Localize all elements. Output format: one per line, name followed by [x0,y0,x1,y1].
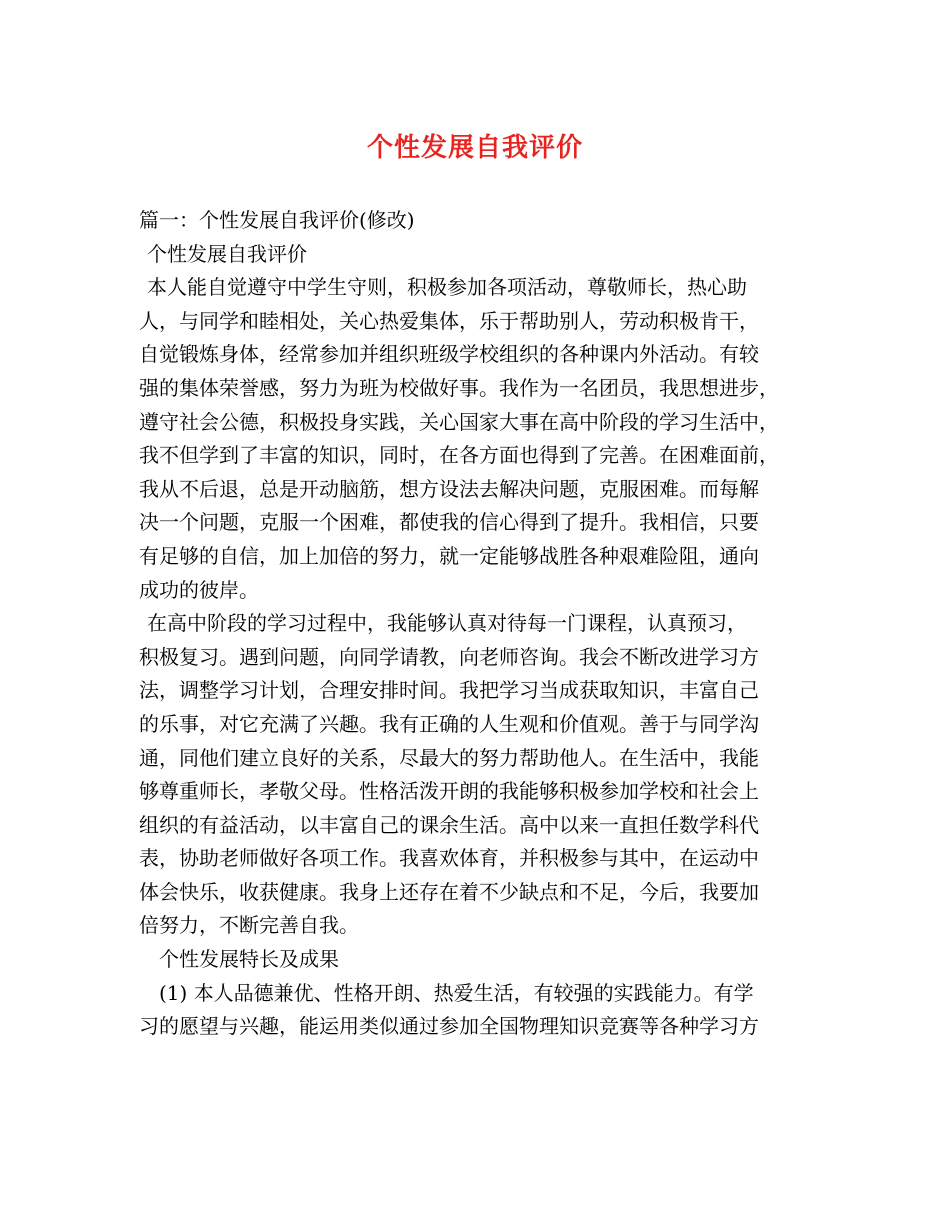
document-body [139,204,829,1044]
paragraph-line: 表，协助老师做好各项工作。我喜欢体育，并积极参与其中，在运动中 [139,846,759,871]
paragraph-line: 强的集体荣誉感，努力为班为校做好事。我作为一名团员，我思想进步， [139,375,779,400]
paragraph-line: 我从不后退，总是开动脑筋，想方设法去解决问题，克服困难。而每解 [139,476,759,501]
paragraph-line: 在高中阶段的学习过程中，我能够认真对待每一门课程，认真预习， [147,611,747,636]
paragraph-line: 决一个问题，克服一个困难，都使我的信心得到了提升。我相信，只要 [139,510,759,535]
paragraph-line: 组织的有益活动，以丰富自己的课余生活。高中以来一直担任数学科代 [139,812,759,837]
paragraph-line: 的乐事，对它充满了兴趣。我有正确的人生观和价值观。善于与同学沟 [139,711,759,736]
paragraph-line: 够尊重师长，孝敬父母。性格活泼开朗的我能够积极参加学校和社会上 [139,779,759,804]
paragraph-line: 有足够的自信，加上加倍的努力，就一定能够战胜各种艰难险阻，通向 [139,543,759,568]
paragraph-line: 倍努力，不断完善自我。 [139,913,359,938]
paragraph-line: 人，与同学和睦相处，关心热爱集体，乐于帮助别人，劳动积极肯干， [139,308,759,333]
paragraph-line: (1) 本人品德兼优、性格开朗、热爱生活，有较强的实践能力。有学 [159,980,754,1005]
paragraph-line: 自觉锻炼身体，经常参加并组织班级学校组织的各种课内外活动。有较 [139,342,759,367]
paragraph-line: 体会快乐，收获健康。我身上还存在着不少缺点和不足，今后，我要加 [139,879,759,904]
paragraph-line: 我不但学到了丰富的知识，同时，在各方面也得到了完善。在困难面前， [139,443,779,468]
paragraph-line: 积极复习。遇到问题，向同学请教，向老师咨询。我会不断改进学习方 [139,644,759,669]
paragraph-line: 本人能自觉遵守中学生守则，积极参加各项活动，尊敬师长，热心助 [147,275,747,300]
paragraph-line: 法，调整学习计划，合理安排时间。我把学习当成获取知识，丰富自己 [139,678,759,703]
paragraph-line: 成功的彼岸。 [139,577,259,602]
paragraph-line: 习的愿望与兴趣，能运用类似通过参加全国物理知识竞赛等各种学习方 [139,1014,759,1039]
page-title: 个性发展自我评价 [366,133,583,163]
paragraph-line: 通，同他们建立良好的关系，尽最大的努力帮助他人。在生活中，我能 [139,745,759,770]
subheading: 个性发展自我评价 [147,241,307,266]
paragraph-line: 遵守社会公德，积极投身实践，关心国家大事在高中阶段的学习生活中， [139,409,779,434]
section-heading: 篇一：个性发展自我评价(修改) [139,208,415,232]
subheading: 个性发展特长及成果 [159,947,339,972]
